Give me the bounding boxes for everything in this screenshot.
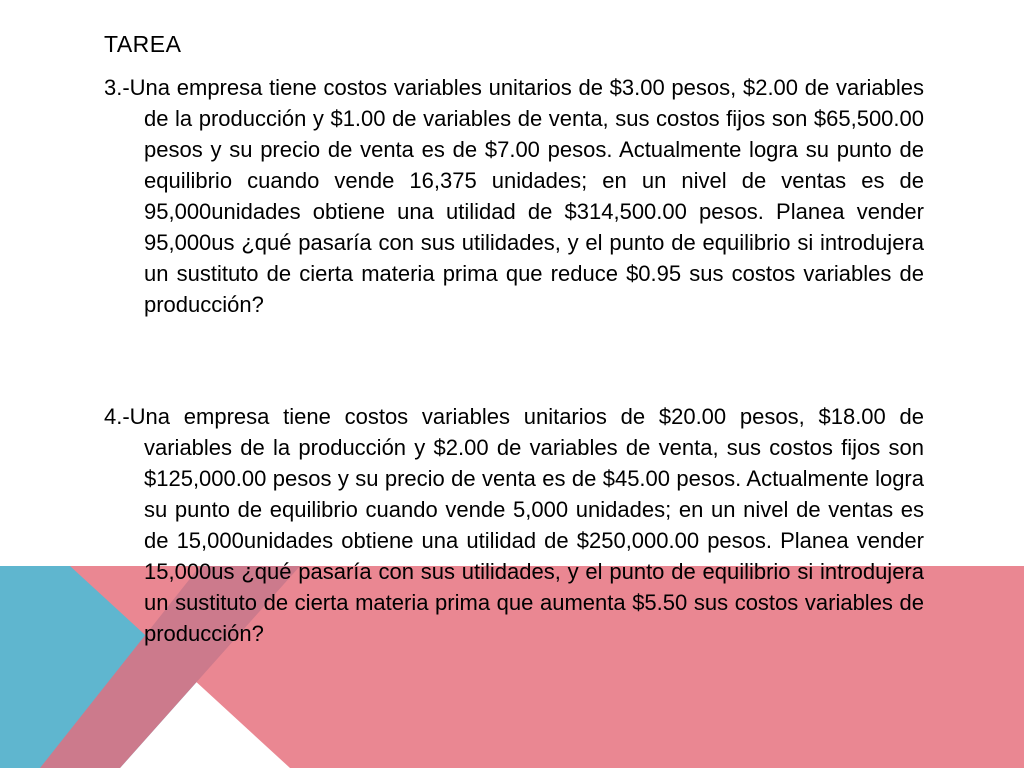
problem-3-text: 3.-Una empresa tiene costos variables unitarios de $3.00 pesos, $2.00 de variables de la producción y $1.00 de variables de venta, sus costos fijos son $65,500.00 pesos y su precio de venta es de $7.00 pesos. Actualmente logra su punto de equilibrio cuando vende 16,375 unidades; en un nivel de ventas es de 95,000unidades obtiene una utilidad de $314,500.00 pesos. Planea vender 95,000us ¿qué pasaría con sus utilidades, y el punto de equilibrio si introdujera un sustituto de cierta materia prima que reduce $0.95 sus costos variables de producción? (104, 75, 924, 317)
problem-4-text: 4.-Una empresa tiene costos variables unitarios de $20.00 pesos, $18.00 de variables de la producción y $2.00 de variables de venta, sus costos fijos son $125,000.00 pesos y su precio de venta es de $45.00 pesos. Actualmente logra su punto de equilibrio cuando vende 5,000 unidades; en un nivel de ventas es de 15,000unidades obtiene una utilidad de $250,000.00 pesos. Planea vender 15,000us ¿qué pasaría con sus utilidades, y el punto de equilibrio si introdujera un sustituto de cierta materia prima que aumenta $5.50 sus costos variables de producción? (104, 404, 924, 646)
slide-title: TAREA (104, 31, 182, 57)
